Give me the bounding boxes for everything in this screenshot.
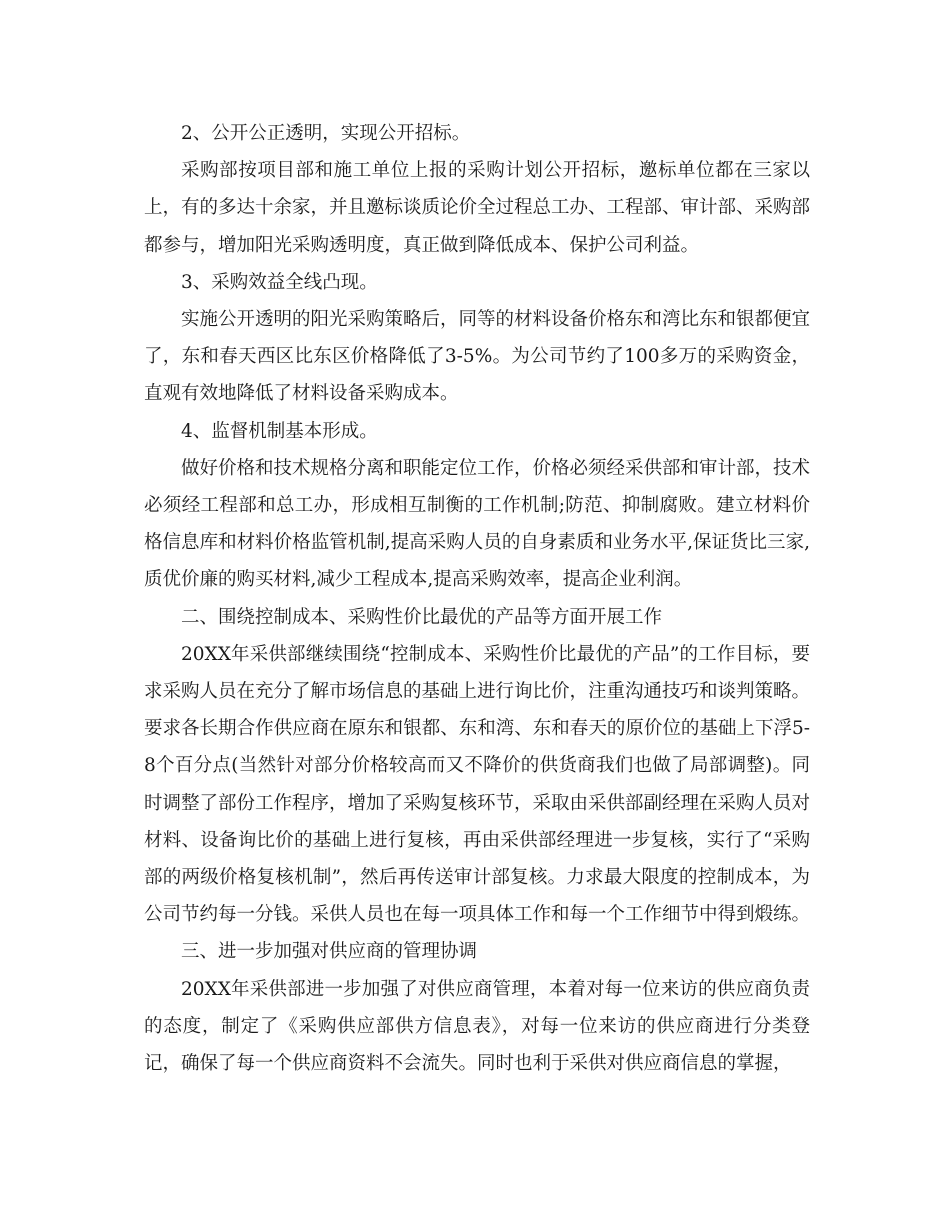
paragraph-heading-4: 4、监督机制基本形成。 xyxy=(181,420,378,442)
document-body xyxy=(144,115,810,1082)
section-heading-three: 三、进一步加强对供应商的管理协调 xyxy=(181,941,478,963)
paragraph-cost-control: 20XX年采供部继续围绕“控制成本、采购性价比最优的产品”的工作目标，要求采购人员在充分了解市场信息的基础上进行询比价，注重沟通技巧和谈判策略。要求各长期合作供应商在原东和银都、东和湾、东和春天的原价位的基础上下浮5-8个百分点(当然针对部分价格较高而又不降价的供货商我们也做了局部调整)。同时调整了部份工作程序，增加了采购复核环节，采取由采供部副经理在采购人员对材料、设备询比价的基础上进行复核，再由采供部经理进一步复核，实行了“采购部的两级价格复核机制”，然后再传送审计部复核。力求最大限度的控制成本，为公司节约每一分钱。采供人员也在每一项具体工作和每一个工作细节中得到煅练。 xyxy=(144,643,811,926)
section-heading-two: 二、围绕控制成本、采购性价比最优的产品等方面开展工作 xyxy=(181,606,663,628)
paragraph-public-bidding: 采购部按项目部和施工单位上报的采购计划公开招标，邀标单位都在三家以上，有的多达十余家，并且邀标谈质论价全过程总工办、工程部、审计部、采购部都参与，增加阳光采购透明度，真正做到降低成本、保护公司利益。 xyxy=(144,160,811,256)
paragraph-supervision: 做好价格和技术规格分离和职能定位工作，价格必须经采供部和审计部，技术必须经工程部和总工办，形成相互制衡的工作机制;防范、抑制腐败。建立材料价格信息库和材料价格监管机制,提高采购人员的自身素质和业务水平,保证货比三家,质优价廉的购买材料,减少工程成本,提高采购效率，提高企业利润。 xyxy=(144,457,811,591)
paragraph-supplier-management: 20XX年采供部进一步加强了对供应商管理，本着对每一位来访的供应商负责的态度，制定了《采购供应部供方信息表》，对每一位来访的供应商进行分类登记，确保了每一个供应商资料不会流失。同时也利于采供对供应商信息的掌握， xyxy=(144,978,810,1075)
paragraph-savings: 实施公开透明的阳光采购策略后，同等的材料设备价格东和湾比东和银都便宜了，东和春天西区比东区价格降低了3-5%。为公司节约了100多万的采购资金，直观有效地降低了材料设备采购成本。 xyxy=(144,309,811,405)
paragraph-heading-2: 2、公开公正透明，实现公开招标。 xyxy=(181,123,471,144)
paragraph-heading-3: 3、采购效益全线凸现。 xyxy=(181,271,378,293)
